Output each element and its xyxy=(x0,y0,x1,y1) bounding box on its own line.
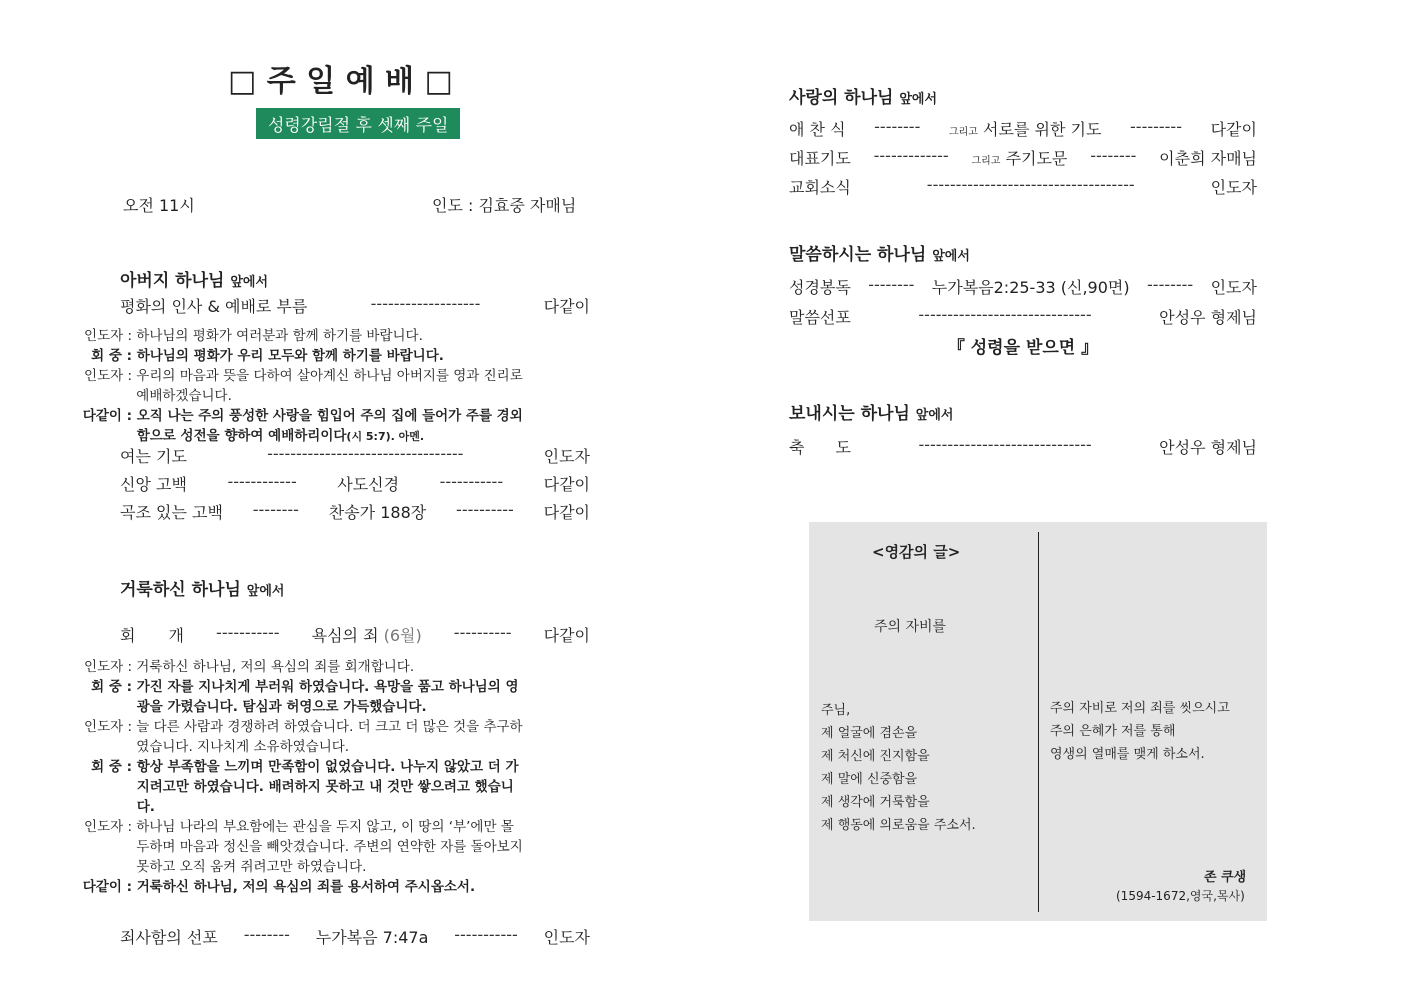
section-suffix: 앞에서 xyxy=(246,584,285,599)
row-absolution xyxy=(120,925,590,948)
row-scripture-reading xyxy=(789,275,1257,298)
row-left: 말씀선포 xyxy=(789,308,851,327)
row-mid-note: (6월) xyxy=(383,626,422,645)
row-left: 여는 기도 xyxy=(120,447,187,466)
row-mid-text: 욕심의 죄 xyxy=(311,626,379,645)
row-mid-text: 서로를 위한 기도 xyxy=(983,120,1102,139)
row-hymn xyxy=(120,500,590,523)
row-left: 애 찬 식 xyxy=(789,120,846,139)
row-dashes: ---------- xyxy=(453,623,512,642)
response-text: 거룩하신 하나님, 저의 욕심의 죄를 회개합니다. xyxy=(136,659,415,675)
row-announcements xyxy=(789,175,1257,198)
section-suffix: 앞에서 xyxy=(932,249,970,264)
row-dashes: ---------------------------------- xyxy=(267,444,464,463)
row-mid: 누가복음 7:47a xyxy=(315,928,429,947)
row-right: 다같이 xyxy=(543,297,590,316)
row-left: 축 도 xyxy=(789,438,851,457)
section-title-text: 보내시는 하나님 xyxy=(789,404,910,424)
row-creed xyxy=(120,472,590,495)
response-line xyxy=(68,366,527,406)
row-left: 신앙 고백 xyxy=(120,475,187,494)
poem-line: 주님, xyxy=(821,703,851,718)
row-right: 다같이 xyxy=(543,475,590,494)
row-dashes: ----------- xyxy=(216,623,280,642)
row-dashes: ------------ xyxy=(227,472,297,491)
poem-line: 제 행동에 의로움을 주소서. xyxy=(821,818,976,833)
section-title-text: 사랑의 하나님 xyxy=(789,88,894,108)
response-text-main: 오직 나는 주의 풍성한 사랑을 힘입어 주의 집에 들어가 주를 경외함으로 성전을 향하여 예배하리이다 xyxy=(136,408,523,444)
row-dashes: ------------------------------ xyxy=(918,435,1092,454)
row-right: 다같이 xyxy=(1210,120,1257,139)
row-agape-meal xyxy=(789,117,1257,140)
poem-line: 제 생각에 거룩함을 xyxy=(821,795,930,810)
row-dashes: ----------- xyxy=(439,472,504,491)
response-text: 하나님 나라의 부요함에는 관심을 두지 않고, 이 땅의 ‘부’에만 몰두하며 마음과 정신을 빼앗겼습니다. 주변의 연약한 자를 돌아보지 못하고 오직 움켜 쥐려고만 하였습니다. xyxy=(136,819,523,875)
response-text: 하나님의 평화가 여러분과 함께 하기를 바랍니다. xyxy=(136,328,423,344)
row-right: 안성우 형제님 xyxy=(1159,308,1257,327)
row-left: 회 개 xyxy=(120,626,184,645)
row-sermon xyxy=(789,305,1257,328)
section-title-word xyxy=(789,240,970,265)
row-mid-small: 그리고 xyxy=(971,156,1001,167)
row-mid-small: 그리고 xyxy=(948,127,978,138)
response-line xyxy=(68,657,527,677)
poem-line: 주의 은혜가 저를 통해 xyxy=(1050,724,1176,739)
poem-author-info: (1594-1672,영국,목사) xyxy=(1116,889,1245,903)
response-speaker: 회 중 : xyxy=(91,679,132,695)
response-text: 항상 부족함을 느끼며 만족함이 없었습니다. 나누지 않았고 더 가지려고만 하였습니다. 배려하지 못하고 내 것만 쌓으려고 했습니다. xyxy=(136,759,519,815)
row-dashes: ----------- xyxy=(454,925,518,944)
response-line xyxy=(68,717,527,757)
row-right: 다같이 xyxy=(543,503,590,522)
row-mid: 사도신경 xyxy=(337,475,400,494)
row-dashes: -------- xyxy=(868,275,915,294)
response-line xyxy=(68,326,527,346)
row-mid-text: 주기도문 xyxy=(1005,149,1068,168)
poem-title: 주의 자비를 xyxy=(874,619,947,635)
poem-right-column xyxy=(1050,697,1230,766)
response-speaker: 인도자 : xyxy=(84,819,132,835)
row-dashes: ------------------- xyxy=(370,294,481,313)
row-opening-prayer xyxy=(120,444,590,467)
poem-line: 주의 자비로 저의 죄를 씻으시고 xyxy=(1050,701,1230,716)
response-text: 가진 자를 지나치게 부러워 하였습니다. 욕망을 품고 하나님의 영광을 가렸습니다. 탐심과 허영으로 가득했습니다. xyxy=(136,679,519,715)
row-dashes: -------- xyxy=(1147,275,1194,294)
row-mid xyxy=(971,146,1067,169)
poem-line: 제 얼굴에 겸손을 xyxy=(821,726,918,741)
response-line xyxy=(68,677,527,717)
inspiration-divider xyxy=(1038,532,1039,912)
sermon-title: 『 성령을 받으면 』 xyxy=(947,338,1099,358)
row-left: 곡조 있는 고백 xyxy=(120,503,223,522)
section-suffix: 앞에서 xyxy=(915,408,954,423)
response-list-2 xyxy=(68,657,527,897)
row-left: 평화의 인사 & 예배로 부름 xyxy=(120,297,308,316)
page-title: □ 주 일 예 배 □ xyxy=(228,64,453,99)
row-dashes: ---------- xyxy=(456,500,514,519)
row-dashes: ------------------------------------ xyxy=(926,175,1135,194)
response-text: 우리의 마음과 뜻을 다하여 살아계신 하나님 아버지를 영과 진리로 예배하겠습니다. xyxy=(136,368,523,404)
row-repentance xyxy=(120,623,590,646)
row-call-to-worship xyxy=(120,294,590,317)
response-text: 거룩하신 하나님, 저의 욕심의 죄를 용서하여 주시옵소서. xyxy=(136,879,476,895)
row-dashes: -------- xyxy=(874,117,921,136)
section-title-holy xyxy=(120,575,284,600)
response-speaker: 인도자 : xyxy=(84,719,132,735)
inspiration-heading: <영감의 글> xyxy=(872,543,961,561)
section-suffix: 앞에서 xyxy=(230,275,269,290)
row-dashes: -------- xyxy=(1090,146,1137,165)
row-right: 이춘희 자매님 xyxy=(1159,149,1257,168)
service-time: 오전 11시 xyxy=(123,196,195,215)
response-speaker: 다같이 : xyxy=(82,408,132,424)
section-title-text: 말씀하시는 하나님 xyxy=(789,245,927,265)
row-right: 인도자 xyxy=(543,928,590,947)
row-mid xyxy=(949,117,1101,140)
response-speaker: 다같이 : xyxy=(82,879,132,895)
row-mid: 누가복음2:25-33 (신,90면) xyxy=(931,278,1130,297)
subtitle-badge: 성령강림절 후 셋째 주일 xyxy=(256,108,460,139)
section-title-text: 거룩하신 하나님 xyxy=(120,580,241,600)
response-speaker: 회 중 : xyxy=(91,348,132,364)
row-dashes: ------------- xyxy=(873,146,949,165)
poem-line: 영생의 열매를 맺게 하소서. xyxy=(1050,747,1205,762)
response-text: 하나님의 평화가 우리 모두와 함께 하기를 바랍니다. xyxy=(136,348,444,364)
row-right: 안성우 형제님 xyxy=(1159,438,1257,457)
response-line xyxy=(68,346,527,366)
poem-line: 제 말에 신중함을 xyxy=(821,772,918,787)
row-mid xyxy=(312,623,422,646)
response-text: 늘 다른 사람과 경쟁하려 하였습니다. 더 크고 더 많은 것을 추구하였습니다. 지나치게 소유하였습니다. xyxy=(136,719,523,755)
row-right: 다같이 xyxy=(543,626,590,645)
section-title-sending xyxy=(789,399,953,424)
poem-author: 존 쿠생 xyxy=(1204,870,1247,885)
row-left: 대표기도 xyxy=(789,149,851,168)
poem-line: 제 처신에 진지함을 xyxy=(821,749,930,764)
response-speaker: 인도자 : xyxy=(84,368,132,384)
row-dashes: --------- xyxy=(1130,117,1182,136)
row-benediction xyxy=(789,435,1257,458)
response-line xyxy=(68,877,527,897)
row-left: 성경봉독 xyxy=(789,278,851,297)
row-left: 교회소식 xyxy=(789,178,851,197)
response-list-1 xyxy=(68,326,527,447)
response-speaker: 회 중 : xyxy=(91,759,132,775)
response-speaker: 인도자 : xyxy=(84,659,132,675)
row-dashes: -------- xyxy=(252,500,299,519)
response-text xyxy=(137,406,527,447)
scripture-ref: (시 5:7). 아멘. xyxy=(346,430,425,443)
response-line xyxy=(68,817,527,877)
row-right: 인도자 xyxy=(1210,178,1257,197)
section-title-father xyxy=(120,266,268,291)
section-title-love xyxy=(789,83,937,108)
response-line xyxy=(68,406,527,447)
section-suffix: 앞에서 xyxy=(899,92,938,107)
row-left: 죄사함의 선포 xyxy=(120,928,218,947)
row-rep-prayer xyxy=(789,146,1257,169)
row-mid: 찬송가 188장 xyxy=(328,503,427,522)
service-leader: 인도 : 김효중 자매님 xyxy=(432,196,577,215)
row-dashes: ------------------------------ xyxy=(918,305,1092,324)
row-dashes: -------- xyxy=(243,925,290,944)
section-title-text: 아버지 하나님 xyxy=(120,271,225,291)
response-line xyxy=(68,757,527,817)
response-speaker: 인도자 : xyxy=(84,328,132,344)
row-right: 인도자 xyxy=(1210,278,1257,297)
poem-left-column xyxy=(821,699,976,837)
row-right: 인도자 xyxy=(543,447,590,466)
